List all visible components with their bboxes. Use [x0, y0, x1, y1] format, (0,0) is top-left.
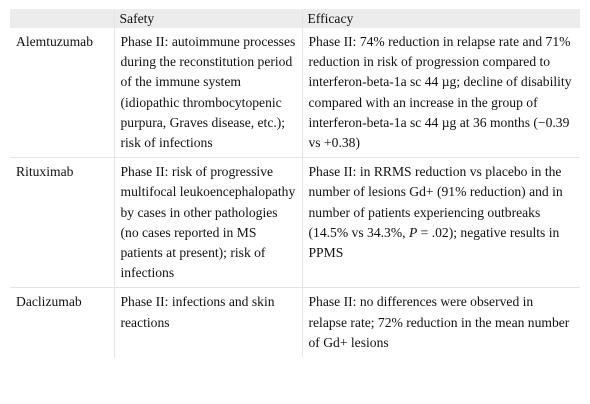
- efficacy-text-end: = .02); negative results in PPMS: [308, 224, 560, 261]
- efficacy-cell: Phase II: no differences were observed in relapse rate; 72% reduction in the mean number of Gd+ lesions: [308, 294, 570, 350]
- drug-name: Alemtuzumab: [10, 28, 114, 158]
- table-header: [10, 9, 580, 28]
- safety-cell: Phase II: autoimmune processes during the reconstitution period of the immune system (idiopathic thrombocytopenic purpura, Graves disease, etc.); risk of infections: [114, 28, 302, 158]
- drug-name: Rituximab: [10, 158, 114, 288]
- efficacy-cell: [302, 158, 580, 288]
- header-safety: Safety: [114, 9, 302, 28]
- drug-name: Daclizumab: [10, 288, 114, 357]
- table-row: [10, 288, 580, 357]
- efficacy-text: Phase II: in RRMS reduction vs placebo in the number of lesions Gd+ (91% reduction) and in number of patients experiencing outbreaks (14.5% vs 34.3%,: [308, 164, 563, 240]
- comparison-table: [10, 9, 580, 357]
- safety-cell: Phase II: risk of progressive multifocal leukoencephalopathy by cases in other pathologies (no cases reported in MS patients at present); risk of infections: [114, 158, 302, 288]
- header-drug: [10, 9, 114, 28]
- header-row: [10, 9, 580, 28]
- header-efficacy: Efficacy: [302, 9, 580, 28]
- table-row: [10, 28, 580, 158]
- safety-cell: Phase II: infections and skin reactions: [114, 288, 302, 357]
- efficacy-cell: Phase II: 74% reduction in relapse rate and 71% reduction in risk of progression compared to interferon-beta-1a sc 44 µg; decline of disability compared with an increase in the group of interferon-beta-1a sc 44 µg at 36 months (−0.39 vs +0.38): [302, 28, 580, 158]
- p-value-symbol: P: [408, 224, 418, 240]
- table-row: [10, 158, 580, 288]
